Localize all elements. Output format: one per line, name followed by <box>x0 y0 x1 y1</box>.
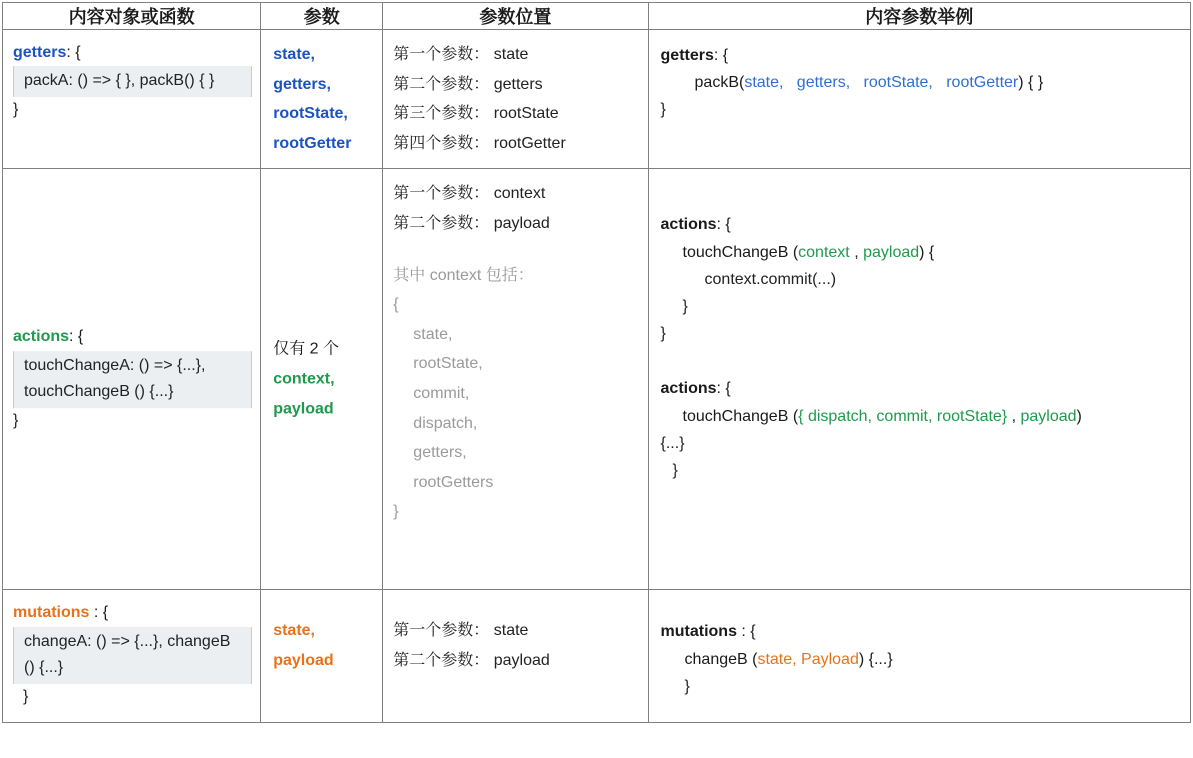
getters-example-arg-3: rootState, <box>863 74 933 92</box>
getters-position-3: 第三个参数： rootState <box>393 105 559 123</box>
getters-position-1: 第一个参数： state <box>393 46 529 63</box>
actions-param-1: context, <box>273 370 335 388</box>
mutations-param-1: state, <box>273 622 315 640</box>
actions-context-note: 其中 context 包括： <box>393 266 534 284</box>
actions-example-b-arg-2: payload <box>1020 407 1077 425</box>
getters-position-2: 第二个参数： getters <box>393 75 543 93</box>
getters-example-arg-2: getters, <box>796 74 851 92</box>
getters-params-cell <box>261 30 383 169</box>
getters-position-cell <box>383 30 648 169</box>
getters-line-1: packA: () => { }, <box>24 72 136 90</box>
actions-example-a-body: context.commit(...) <box>704 270 837 288</box>
actions-position-cell <box>383 169 648 590</box>
actions-example-cell: actions: { touchChangeB (context , payload) { context.commit(...) } } actions: { touchChangeB ({ dispatch, commit, rootState} , payload) {...} } <box>648 169 1190 590</box>
actions-close-brace: } <box>13 411 19 429</box>
getters-param-2: getters, <box>273 75 331 93</box>
table-row-getters <box>3 30 1191 169</box>
getters-example-cell: getters: { packB(state, getters, rootState, rootGetter) { } } <box>648 30 1190 169</box>
mutations-example-cell: mutations : { changeB (state, Payload) {...} } <box>648 590 1190 723</box>
actions-context-item-3: commit, <box>413 384 470 402</box>
actions-example-b-close: } <box>672 461 678 479</box>
actions-example-b-fn: touchChangeB ( <box>682 407 799 425</box>
getters-param-3: rootState, <box>273 105 348 123</box>
getters-close-brace: } <box>13 100 19 118</box>
actions-example-b-title: actions <box>660 380 717 398</box>
getters-example-arg-1: state, <box>744 74 784 92</box>
table-row-mutations <box>3 590 1191 723</box>
actions-example-a-fn: touchChangeB ( <box>682 243 799 261</box>
mutations-position-cell <box>383 590 648 723</box>
actions-context-close: } <box>393 503 399 521</box>
mutations-position-1: 第一个参数： state <box>393 622 529 640</box>
actions-example-a-close: } <box>660 325 666 343</box>
mutations-example-args: state, Payload <box>757 650 859 668</box>
mutations-object-cell: mutations : { changeA: () => {...}, changeB () {...} } <box>3 590 261 723</box>
column-header-param-position: 参数位置 <box>383 3 648 30</box>
actions-line-2: touchChangeB () {...} <box>24 383 174 401</box>
actions-example-b-body: {...} <box>660 434 685 452</box>
actions-context-item-2: rootState, <box>413 355 483 373</box>
getters-example-title: getters <box>660 47 714 64</box>
mutations-param-2: payload <box>273 651 334 669</box>
table-row-actions <box>3 169 1191 590</box>
mutations-line-2: changeB () {...} <box>24 632 231 677</box>
vuex-reference-table <box>2 2 1191 723</box>
actions-example-a-arg-1: context <box>798 243 850 261</box>
getters-example-close: } <box>660 101 666 119</box>
actions-params-cell <box>261 169 383 590</box>
actions-position-1: 第一个参数： context <box>393 185 546 203</box>
actions-example-b-destructure: { dispatch, commit, rootState} <box>798 407 1008 425</box>
actions-example-a-inner-close: } <box>682 297 688 315</box>
column-header-object: 内容对象或函数 <box>3 3 261 30</box>
mutations-example-fn: changeB ( <box>684 650 758 668</box>
getters-object-title: getters <box>13 44 67 61</box>
actions-context-item-4: dispatch, <box>413 414 478 432</box>
mutations-example-title: mutations <box>660 623 737 641</box>
mutations-example-close: } <box>684 677 690 695</box>
actions-object-title: actions <box>13 328 70 346</box>
actions-example-a-title: actions <box>660 216 717 234</box>
actions-context-item-6: rootGetters <box>413 473 494 491</box>
actions-position-2: 第二个参数： payload <box>393 214 550 232</box>
mutations-object-title: mutations <box>13 604 90 622</box>
actions-context-item-5: getters, <box>413 444 467 462</box>
mutations-params-cell <box>261 590 383 723</box>
actions-example-a-arg-2: payload <box>863 243 920 261</box>
getters-example-fn: packB( <box>694 74 745 92</box>
actions-context-item-1: state, <box>413 325 453 343</box>
getters-position-4: 第四个参数： rootGetter <box>393 134 566 152</box>
mutations-close-brace: } <box>23 687 29 705</box>
getters-object-cell: getters: { packA: () => { }, packB() { } } <box>3 30 261 169</box>
getters-param-4: rootGetter <box>273 134 352 152</box>
column-header-params: 参数 <box>261 3 383 30</box>
actions-context-open: { <box>393 296 399 314</box>
column-header-example: 内容参数举例 <box>648 3 1190 30</box>
actions-line-1: touchChangeA: () => {...}, <box>24 356 206 374</box>
getters-line-2: packB() { } <box>139 72 215 90</box>
actions-object-cell: actions: { touchChangeA: () => {...}, touchChangeB () {...} } <box>3 169 261 590</box>
mutations-position-2: 第二个参数： payload <box>393 651 550 669</box>
actions-param-2: payload <box>273 400 334 418</box>
table-header-row <box>3 3 1191 30</box>
getters-example-arg-4: rootGetter <box>946 74 1019 92</box>
actions-params-note: 仅有 2 个 <box>273 340 339 358</box>
mutations-line-1: changeA: () => {...}, <box>24 632 163 650</box>
getters-param-1: state, <box>273 46 315 63</box>
